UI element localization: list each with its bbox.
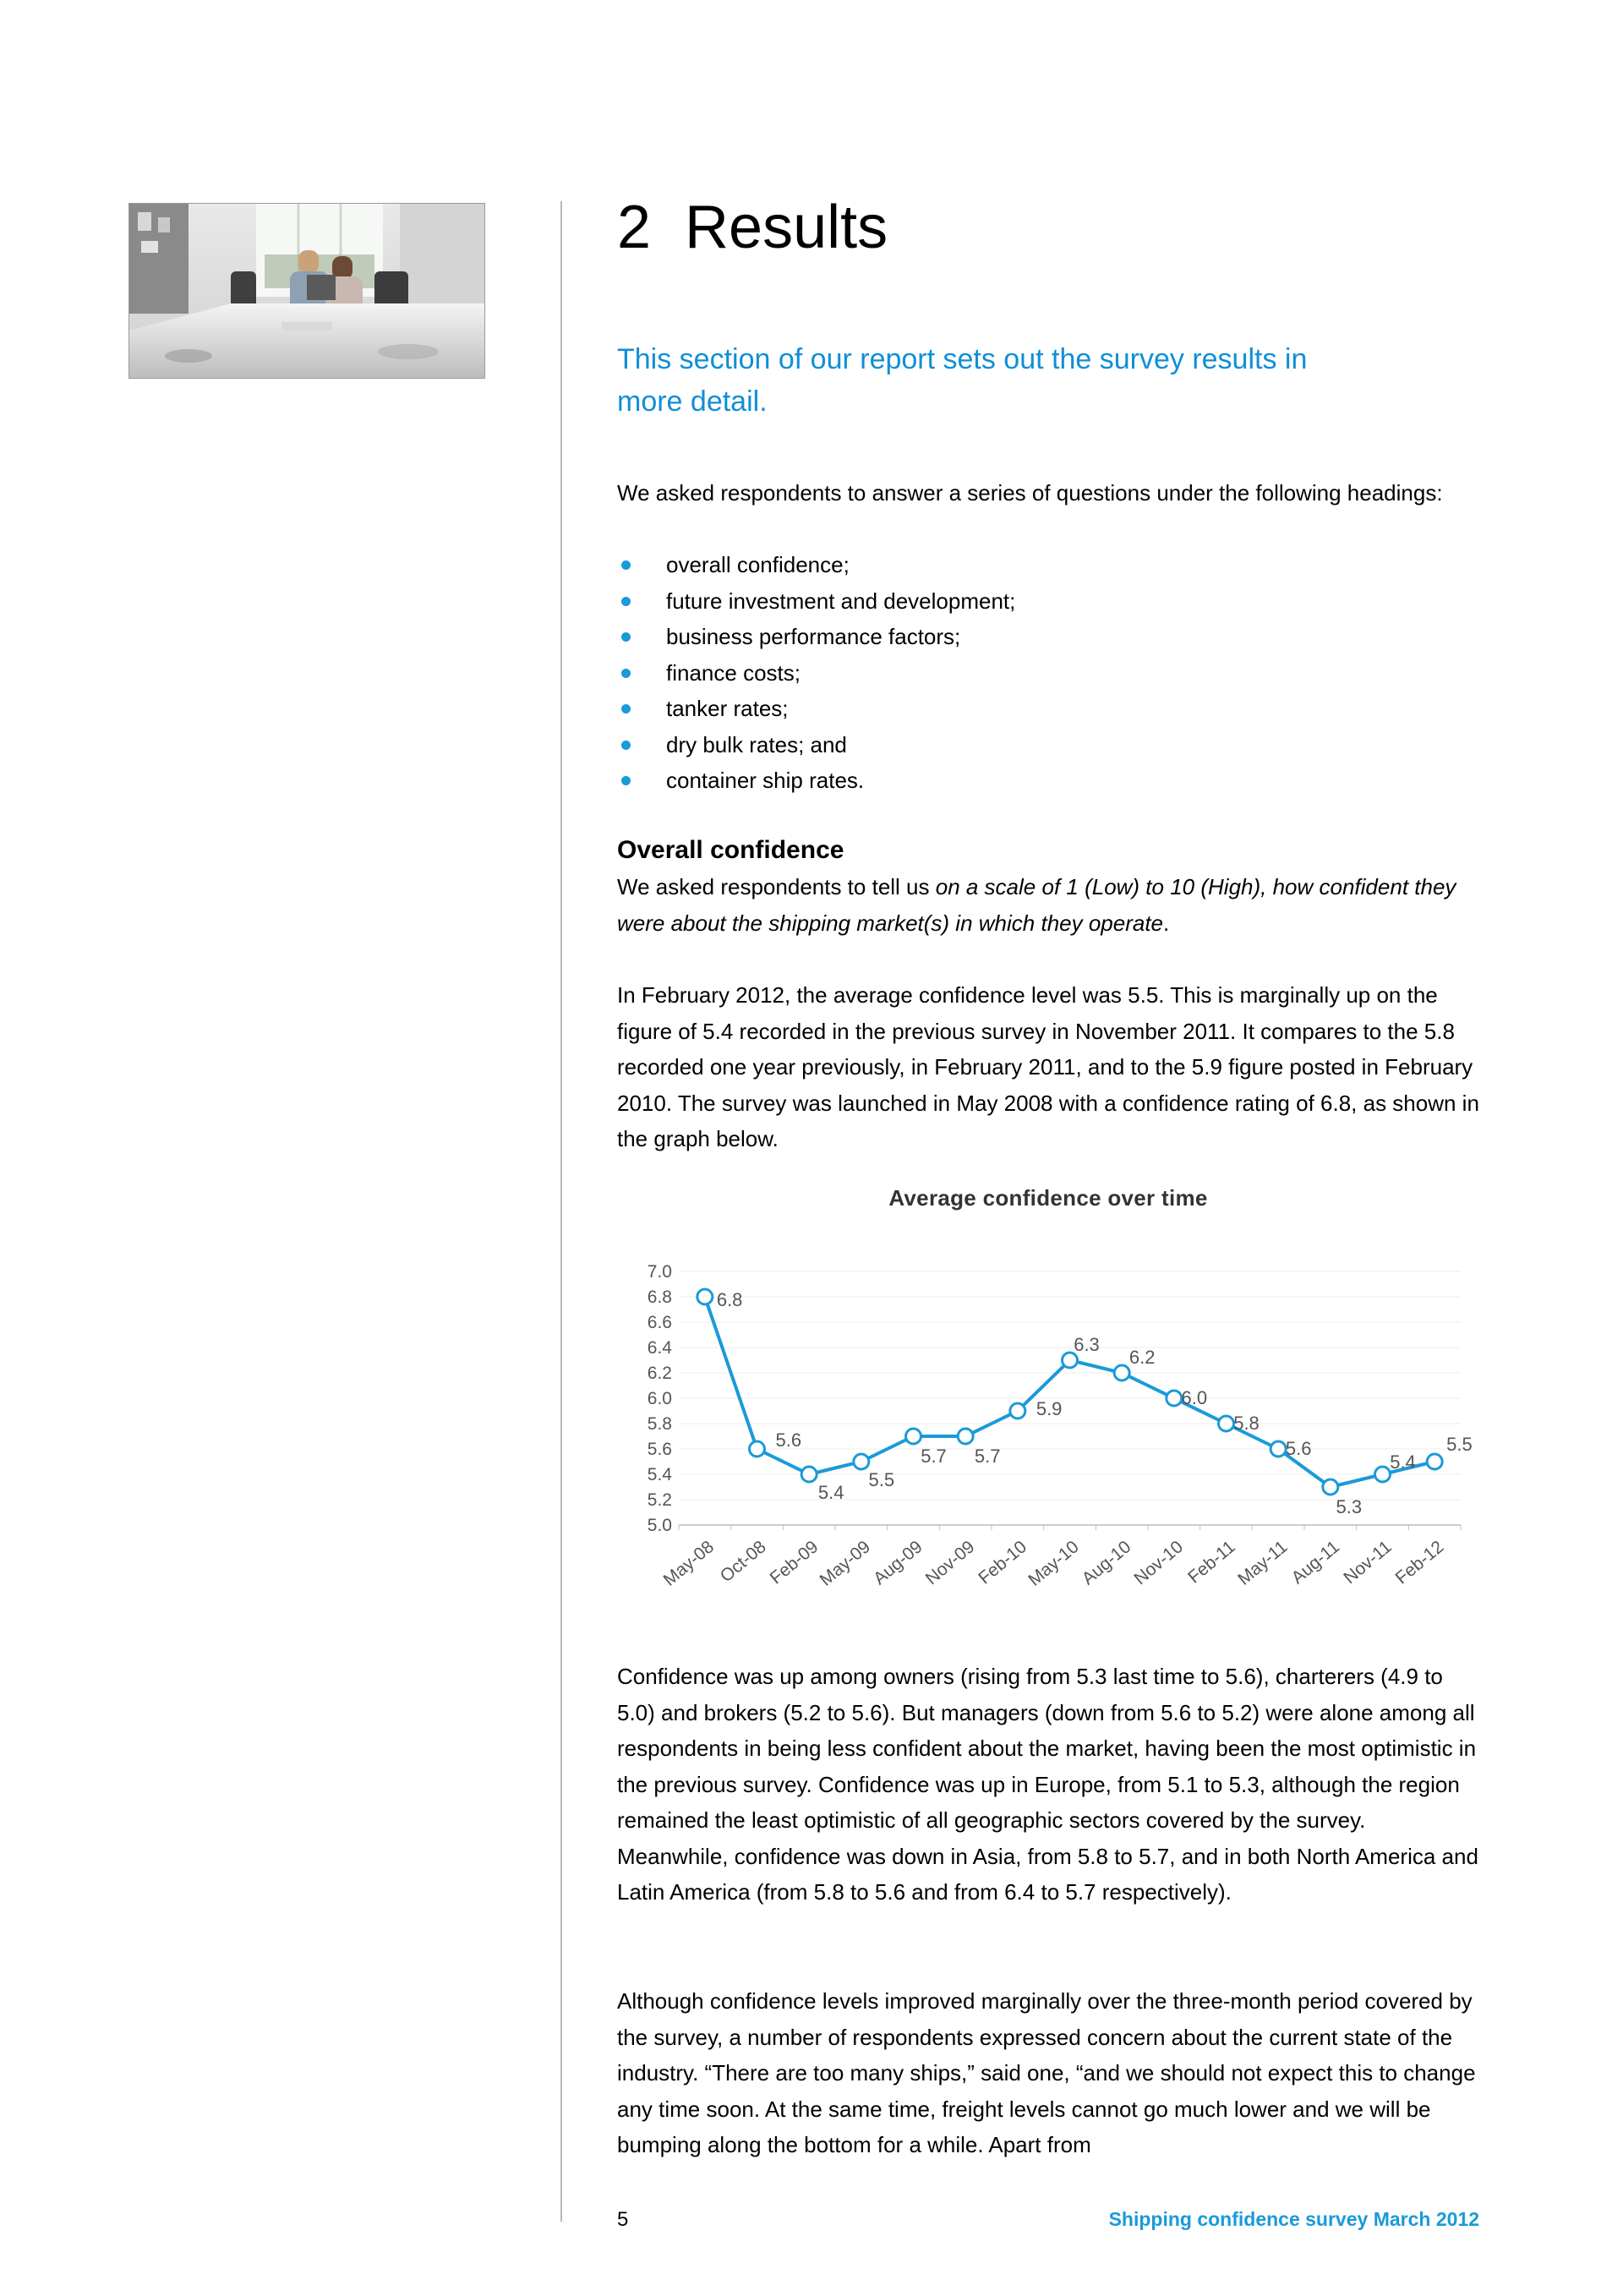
data-label: 5.7 [974,1446,1001,1467]
y-tick-label: 6.4 [647,1338,672,1358]
intro-paragraph: We asked respondents to answer a series of questions under the following headings: [617,480,1443,506]
data-point [1375,1467,1391,1482]
data-label: 5.5 [868,1469,895,1490]
list-item: container ship rates. [617,763,1015,799]
footer-title: Shipping confidence survey March 2012 [1108,2208,1479,2230]
list-item: future investment and development; [617,583,1015,620]
y-tick-label: 7.0 [647,1262,672,1282]
data-label: 6.2 [1128,1347,1156,1368]
data-point [1427,1454,1442,1469]
bullet-icon [621,669,631,678]
y-tick-label: 5.6 [647,1440,672,1459]
data-label: 5.4 [817,1482,844,1503]
section-number: 2 [617,194,652,261]
x-tick-label: Feb-10 [975,1537,1031,1588]
data-point [697,1289,713,1304]
header-photo [128,203,485,379]
data-point [1219,1416,1234,1431]
y-tick-label: 5.2 [647,1490,672,1510]
office-meeting-illustration [129,204,484,378]
chart-title: Average confidence over time [888,1185,1208,1211]
bullet-icon [621,741,631,750]
bullet-icon [621,632,631,642]
data-label: 5.3 [1336,1496,1363,1517]
list-item: finance costs; [617,655,1015,692]
section-intro: This section of our report sets out the survey results in more detail. [617,343,1308,418]
x-tick-label: Nov-09 [921,1537,979,1589]
data-point [958,1429,973,1444]
list-item: overall confidence; [617,547,1015,583]
segments-paragraph: Confidence was up among owners (rising from 5.3 last time to 5.6), charterers (4.9 to 5.0) and brokers (5.2 to 5.6). But managers (down from 5.6 to 5.2) were alone among all respondents in being less confident about the market, having been the most optimistic in the previous survey. Confidence was up in Europe, from 5.1 to 5.3, although the region remained the least optimistic of all geographic sectors covered by the survey. Meanwhile, confidence was down in Asia, from 5.8 to 5.7, and in both North America and Latin America (from 5.8 to 5.6 and from 6.4 to 5.7 respectively). [617,1664,1478,1905]
x-tick-label: May-11 [1234,1537,1292,1589]
x-tick-label: Feb-09 [766,1537,822,1588]
data-label: 5.7 [921,1446,947,1467]
section-title [617,191,888,264]
page-number: 5 [617,2208,629,2231]
subheading-overall-confidence: Overall confidence [617,836,844,864]
x-tick-label: Feb-11 [1184,1537,1239,1588]
y-tick-label: 5.0 [647,1516,672,1535]
data-point [1010,1403,1025,1419]
y-tick-label: 5.4 [647,1465,672,1484]
list-item: business performance factors; [617,619,1015,655]
data-point [801,1467,817,1482]
confidence-line-chart [617,1227,1479,1616]
concern-paragraph: Although confidence levels improved marginally over the three-month period covered by the survey, a number of respondents expressed concern about the current state of the industry. “There are too many ships,” said one, “and we should not expect this to change any time soon. At the same time, freight levels cannot go much lower and we will be bumping along the bottom for a while. Apart from [617,1988,1476,2157]
data-label: 5.5 [1446,1434,1473,1455]
data-point [906,1429,921,1444]
data-label: 5.8 [1233,1413,1260,1434]
data-label: 5.6 [775,1430,802,1451]
x-tick-label: Aug-10 [1078,1537,1135,1589]
y-tick-label: 5.8 [647,1414,672,1434]
x-tick-label: Nov-10 [1130,1537,1188,1589]
data-label: 5.9 [1036,1398,1063,1419]
x-tick-label: May-08 [659,1537,719,1590]
data-point [1167,1391,1182,1406]
x-tick-label: Aug-09 [870,1537,926,1589]
x-tick-label: May-09 [816,1537,875,1590]
x-tick-label: Feb-12 [1391,1537,1448,1588]
x-tick-label: Nov-11 [1340,1537,1396,1588]
results-paragraph: In February 2012, the average confidence level was 5.5. This is marginally up on the figure of 5.4 recorded in the previous survey in November 2011. It compares to the 5.8 recorded one year previously, in February 2011, and to the 5.9 figure posted in February 2010. The survey was launched in May 2008 with a confidence rating of 6.8, as shown in the graph below. [617,982,1479,1151]
y-tick-label: 6.2 [647,1364,672,1383]
data-point [854,1454,869,1469]
x-tick-label: May-10 [1025,1537,1083,1590]
data-point [1323,1479,1338,1495]
x-tick-label: Oct-08 [716,1537,770,1587]
data-label: 6.3 [1074,1334,1100,1355]
data-point [1114,1365,1129,1380]
data-label: 6.8 [716,1289,743,1310]
series-line [705,1297,1434,1487]
section-title-text: Results [685,194,888,261]
x-tick-label: Aug-11 [1287,1537,1344,1588]
bullet-icon [621,704,631,713]
y-tick-label: 6.8 [647,1287,672,1307]
list-item: tanker rates; [617,691,1015,727]
data-label: 5.6 [1285,1438,1312,1459]
data-point [750,1441,765,1457]
vertical-divider [560,201,562,2222]
data-point [1271,1441,1286,1457]
data-label: 6.0 [1181,1387,1208,1408]
question-paragraph: We asked respondents to tell us on a scale of 1 (Low) to 10 (High), how confident they were about the shipping market(s) in which they operate. [617,874,1456,936]
data-label: 5.4 [1390,1451,1416,1473]
headings-list [617,547,1015,799]
bullet-icon [621,597,631,606]
y-tick-label: 6.0 [647,1389,672,1408]
bullet-icon [621,560,631,570]
list-item: dry bulk rates; and [617,727,1015,763]
y-tick-label: 6.6 [647,1313,672,1332]
bullet-icon [621,776,631,785]
